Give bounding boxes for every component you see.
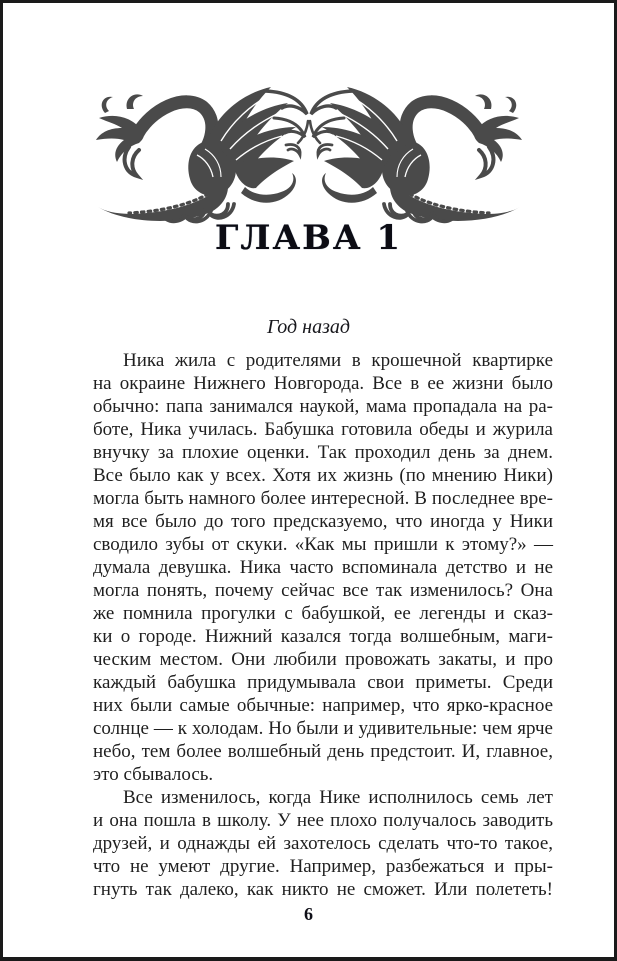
chapter-title: ГЛАВА 1	[214, 218, 403, 258]
text-line: внучку за плохие оценки. Так проходил день за днем.	[93, 442, 553, 463]
text-line: них были самые обычные: например, что ярко-красное	[93, 695, 553, 716]
mirrored-dragons-icon	[93, 85, 525, 227]
text-line: сводило зубы от скуки. «Как мы пришли к этому?» —	[93, 534, 553, 555]
text-line: каждый бабушка придумывала свои приметы. Среди	[93, 672, 553, 693]
text-line: думала девушка. Ника часто вспоминала детство и не	[93, 557, 553, 578]
section-subtitle: Год назад	[266, 316, 351, 338]
paragraph	[93, 786, 553, 901]
text-line: Все было как у всех. Хотя их жизнь (по мнению Ники)	[93, 465, 553, 486]
text-line: что не умеют другие. Например, разбежаться и пры-	[93, 856, 553, 877]
text-line: ческим местом. Они любили провожать закаты, и про	[93, 649, 553, 670]
text-line: ки о городе. Нижний казался тогда волшебным, маги-	[93, 626, 553, 647]
text-line: могла понять, почему сейчас все так изменилось? Она	[93, 580, 553, 601]
text-line: друзей, и однажды ей захотелось сделать что-то такое,	[93, 833, 553, 854]
text-line: это сбывалось.	[93, 764, 214, 785]
text-line: Ника жила с родителями в крошечной квартирке	[123, 350, 553, 371]
text-line: гнуть так далеко, как никто не сможет. Или полететь!	[93, 879, 553, 900]
text-line: Все изменилось, когда Нике исполнилось семь лет	[123, 787, 553, 808]
text-line: мя все было до того предсказуемо, что иногда у Ники	[93, 511, 553, 532]
body-text	[3, 349, 553, 901]
text-line: обычно: папа занимался наукой, мама пропадала на ра-	[93, 396, 553, 417]
text-line: могла быть намного более интересной. В последнее вре-	[93, 488, 553, 509]
text-line: небо, тем более волшебный день предстоит. И, главное,	[93, 741, 553, 762]
text-line: боте, Ника училась. Бабушка готовила обеды и журила	[93, 419, 553, 440]
paragraph	[93, 349, 553, 786]
page-number: 6	[304, 904, 313, 924]
text-line: солнце — к холодам. Но были и удивительные: чем ярче	[93, 718, 553, 739]
text-line: же помнила прогулки с бабушкой, ее легенды и сказ-	[93, 603, 553, 624]
text-line: и она пошла в школу. У нее плохо получалось заводить	[93, 810, 553, 831]
text-line: на окраине Нижнего Новгорода. Все в ее жизни было	[93, 373, 553, 394]
